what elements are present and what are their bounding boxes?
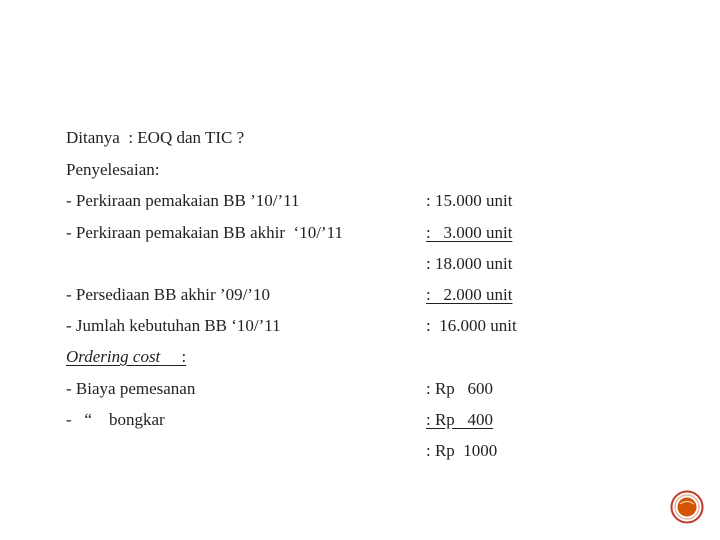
row-ordering-fee-label: - Biaya pemesanan [66,379,196,398]
row-unloading-fee-value: : Rp 400 [426,410,494,429]
row-end-inventory-value: : 2.000 unit [426,285,513,304]
row-total-need-label: - Jumlah kebutuhan BB ‘10/’11 [66,316,281,335]
row-total-need-value: : 16.000 unit [426,316,517,335]
row-ordering-fee-value: : Rp 600 [426,379,494,398]
row-unloading-fee-label: - “ bongkar [66,410,165,429]
row-estimated-usage-label: - Perkiraan pemakaian BB ’10/’11 [66,191,300,210]
row-subtotal-value: : 18.000 unit [426,254,513,273]
row-ordering-total-value: : Rp 1000 [426,441,498,460]
circle-logo-icon [670,490,704,524]
row-estimated-end-usage-label: - Perkiraan pemakaian BB akhir ‘10/’11 [66,223,343,242]
row-estimated-usage-value: : 15.000 unit [426,191,513,210]
question-line: Ditanya : EOQ dan TIC ? [66,128,245,147]
ordering-cost-label: Ordering cost [66,347,161,366]
ordering-cost-colon: : [160,347,187,366]
row-end-inventory-label: - Persediaan BB akhir ’09/’10 [66,285,270,304]
ordering-cost-heading [66,347,186,367]
solution-heading: Penyelesaian: [66,160,160,179]
row-estimated-end-usage-value: : 3.000 unit [426,223,513,242]
